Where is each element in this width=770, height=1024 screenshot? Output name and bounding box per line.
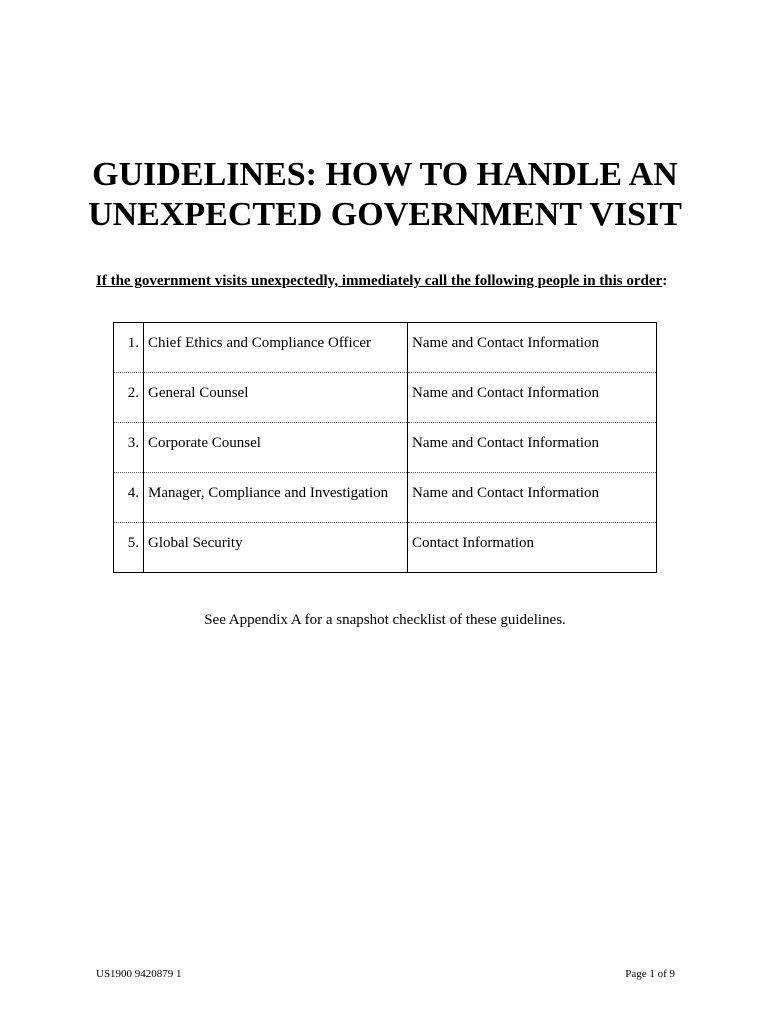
- title-line-2: UNEXPECTED GOVERNMENT VISIT: [88, 196, 682, 233]
- title-line-1: GUIDELINES: HOW TO HANDLE AN: [92, 156, 678, 193]
- row-role: Global Security: [144, 523, 408, 573]
- row-number: 3.: [114, 423, 144, 473]
- row-role: Chief Ethics and Compliance Officer: [144, 323, 408, 373]
- table-row: [114, 473, 657, 523]
- page-title: [0, 155, 770, 235]
- row-number: 5.: [114, 523, 144, 573]
- contact-table: [113, 322, 657, 573]
- row-role: Corporate Counsel: [144, 423, 408, 473]
- row-contact: Name and Contact Information: [408, 373, 657, 423]
- row-contact: Contact Information: [408, 523, 657, 573]
- appendix-note: See Appendix A for a snapshot checklist of these guidelines.: [204, 612, 566, 628]
- instruction-suffix: :: [662, 273, 668, 289]
- row-contact: Name and Contact Information: [408, 473, 657, 523]
- row-number: 2.: [114, 373, 144, 423]
- table-row: [114, 323, 657, 373]
- instruction-text: If the government visits unexpectedly, immediately call the following people in this order: [96, 273, 663, 289]
- table-row: [114, 523, 657, 573]
- table-row: [114, 373, 657, 423]
- row-contact: Name and Contact Information: [408, 323, 657, 373]
- table-row: [114, 423, 657, 473]
- row-number: 4.: [114, 473, 144, 523]
- row-number: 1.: [114, 323, 144, 373]
- row-contact: Name and Contact Information: [408, 423, 657, 473]
- row-role: General Counsel: [144, 373, 408, 423]
- document-id: US1900 9420879 1: [96, 968, 182, 980]
- row-role: Manager, Compliance and Investigation: [144, 473, 408, 523]
- call-order-instruction: [96, 273, 667, 290]
- page-number: Page 1 of 9: [625, 968, 675, 980]
